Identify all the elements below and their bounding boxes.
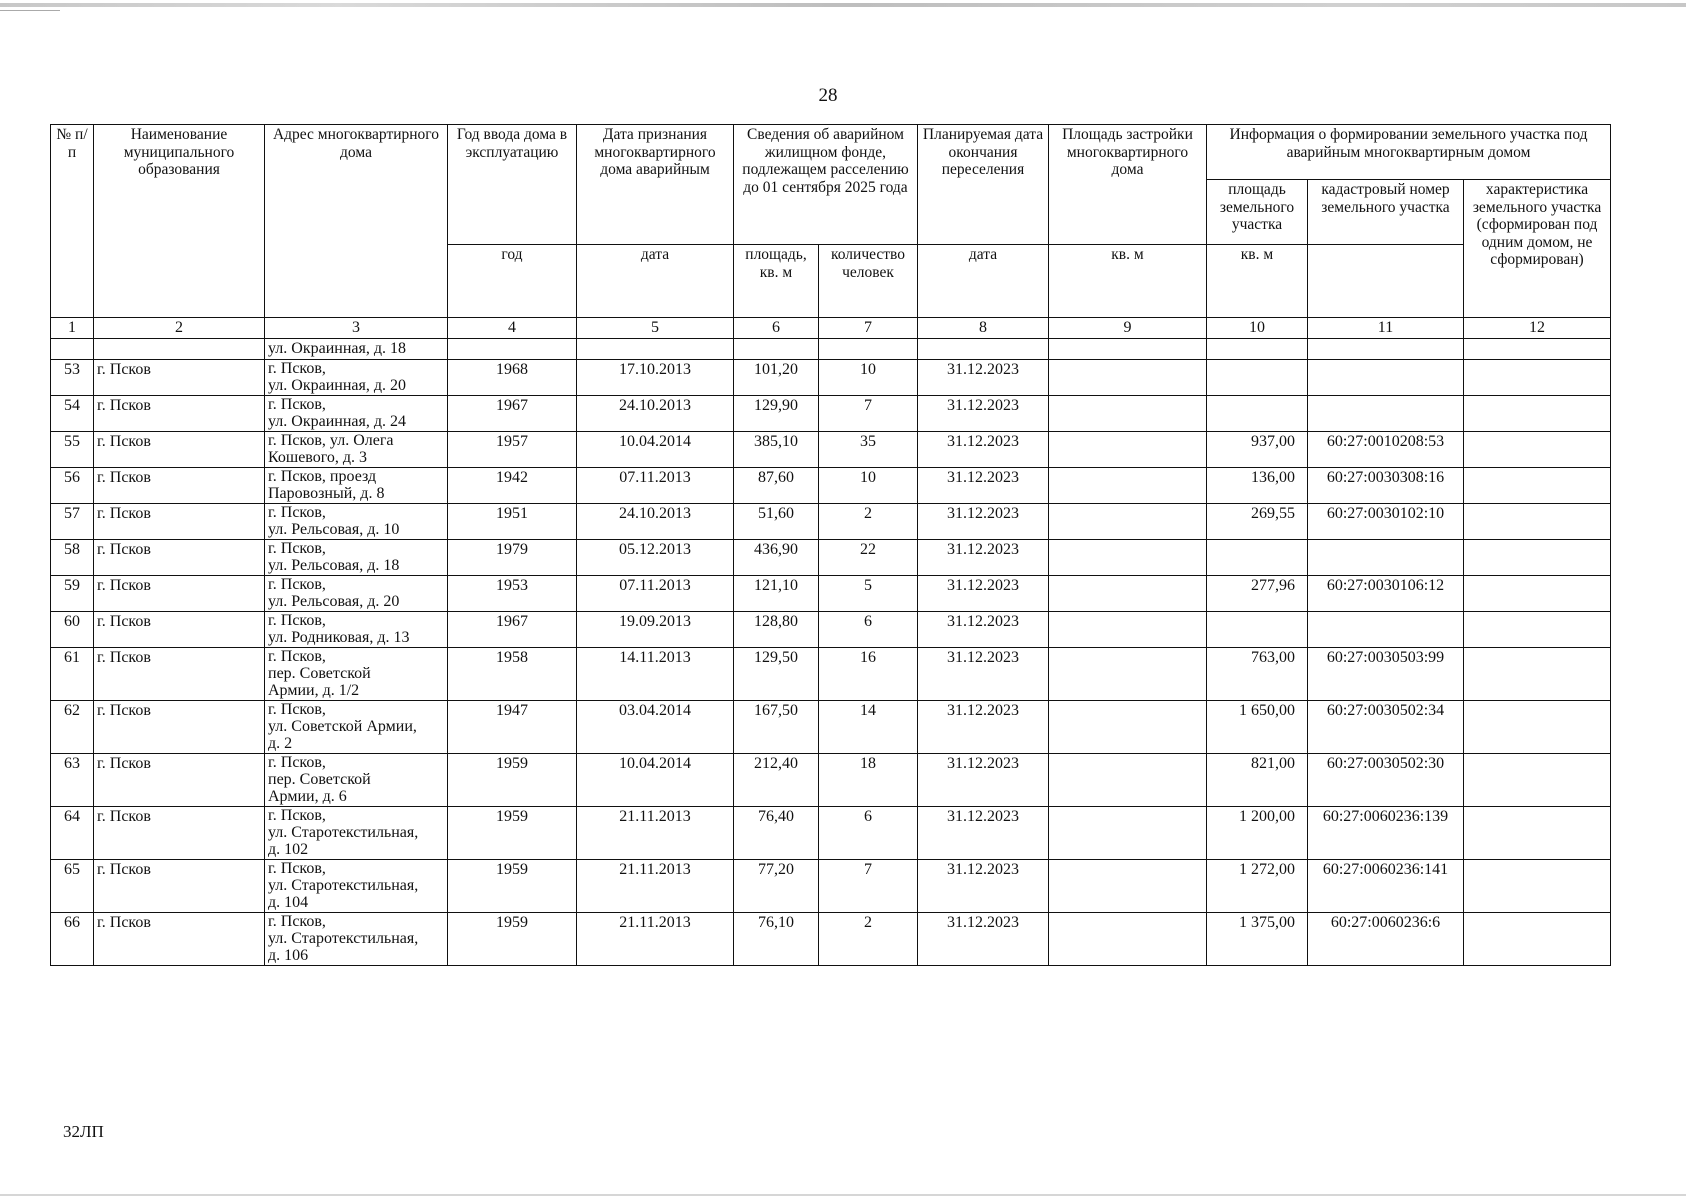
- address-line: г. Псков,: [268, 913, 326, 930]
- cell-land-characteristic: [1464, 612, 1611, 648]
- cell-building-area: [1049, 432, 1207, 468]
- column-number: 6: [734, 318, 819, 339]
- cell-row-number: 58: [51, 540, 94, 576]
- cell-land-characteristic: [1464, 360, 1611, 396]
- column-number: 10: [1207, 318, 1308, 339]
- cell-people: 10: [819, 468, 918, 504]
- cell-year: 1957: [448, 432, 577, 468]
- cell-address: [265, 468, 448, 504]
- cell-row-number: 54: [51, 396, 94, 432]
- header-land-characteristic: характеристика земельного участка (сформирован под одним домом, не сформирован): [1464, 180, 1611, 318]
- cell-municipality: г. Псков: [94, 396, 265, 432]
- table-row: [51, 754, 1611, 807]
- cell-people: 10: [819, 360, 918, 396]
- column-number: 8: [918, 318, 1049, 339]
- cell-row-number: 59: [51, 576, 94, 612]
- table-row: [51, 504, 1611, 540]
- cell-municipality: г. Псков: [94, 807, 265, 860]
- table-row: [51, 468, 1611, 504]
- cell-year: 1968: [448, 360, 577, 396]
- cell-cadastral-number: [1308, 396, 1464, 432]
- cell-area: 436,90: [734, 540, 819, 576]
- cell-land-characteristic: [1464, 504, 1611, 540]
- unit-people: количество человек: [819, 245, 918, 318]
- cell-year: 1959: [448, 807, 577, 860]
- page-number: 28: [818, 85, 838, 106]
- cell-people: 16: [819, 648, 918, 701]
- cell-planned-date: 31.12.2023: [918, 360, 1049, 396]
- cell-cadastral-number: [1308, 612, 1464, 648]
- cell-cadastral-number: 60:27:0010208:53: [1308, 432, 1464, 468]
- cell-building-area: [1049, 807, 1207, 860]
- cell-building-area: [1049, 396, 1207, 432]
- cell-address: [265, 701, 448, 754]
- address-line: Армии, д. 1/2: [268, 682, 360, 699]
- header-address: Адрес многоквартирного дома: [265, 125, 448, 318]
- table-row: [51, 648, 1611, 701]
- address-line: д. 104: [268, 894, 309, 911]
- unit-date: дата: [577, 245, 734, 318]
- cell-recognition-date: 05.12.2013: [577, 540, 734, 576]
- cell-recognition-date: 17.10.2013: [577, 360, 734, 396]
- column-number: 11: [1308, 318, 1464, 339]
- cell-year: 1947: [448, 701, 577, 754]
- address-line: г. Псков,: [268, 576, 326, 593]
- cell-year: 1958: [448, 648, 577, 701]
- cell-address: [265, 754, 448, 807]
- table-row: [51, 432, 1611, 468]
- cell-building-area: [1049, 701, 1207, 754]
- cell-land-area: 763,00: [1207, 648, 1308, 701]
- cell-recognition-date: 07.11.2013: [577, 468, 734, 504]
- cell-area: 212,40: [734, 754, 819, 807]
- cell-municipality: г. Псков: [94, 860, 265, 913]
- cell-land-characteristic: [1464, 860, 1611, 913]
- cell-recognition-date: 10.04.2014: [577, 754, 734, 807]
- cell-area: 385,10: [734, 432, 819, 468]
- column-number: 7: [819, 318, 918, 339]
- cell-row-number: 64: [51, 807, 94, 860]
- cell-address: [265, 807, 448, 860]
- cell-area: 87,60: [734, 468, 819, 504]
- cell-row-number: 53: [51, 360, 94, 396]
- cell-people: 7: [819, 396, 918, 432]
- cell-recognition-date: 19.09.2013: [577, 612, 734, 648]
- cell-municipality: г. Псков: [94, 648, 265, 701]
- cell-year: 1959: [448, 913, 577, 966]
- scan-edge-top: [0, 3, 1686, 7]
- table-row: [51, 860, 1611, 913]
- cell-recognition-date: 07.11.2013: [577, 576, 734, 612]
- table-row: [51, 913, 1611, 966]
- cell-people: 2: [819, 504, 918, 540]
- unit-building-area: кв. м: [1049, 245, 1207, 318]
- cell-year: 1967: [448, 612, 577, 648]
- cell-year: 1942: [448, 468, 577, 504]
- header-municipality: Наименование муниципального образования: [94, 125, 265, 318]
- cell-building-area: [1049, 648, 1207, 701]
- cell-building-area: [1049, 913, 1207, 966]
- cell-area: 128,80: [734, 612, 819, 648]
- cell-building-area: [1049, 540, 1207, 576]
- address-line: Кошевого, д. 3: [268, 449, 368, 466]
- column-number: 9: [1049, 318, 1207, 339]
- cell-land-area: 821,00: [1207, 754, 1308, 807]
- cell-people: 5: [819, 576, 918, 612]
- column-number: 1: [51, 318, 94, 339]
- cell-building-area: [1049, 576, 1207, 612]
- address-line: д. 102: [268, 841, 309, 858]
- address-line: ул. Окраинная, д. 24: [268, 413, 406, 430]
- cell-people: 7: [819, 860, 918, 913]
- cell-area: 51,60: [734, 504, 819, 540]
- cell-municipality: г. Псков: [94, 913, 265, 966]
- cell-area: 76,40: [734, 807, 819, 860]
- cell-row-number: 55: [51, 432, 94, 468]
- cell-land-area: 136,00: [1207, 468, 1308, 504]
- cell-recognition-date: 14.11.2013: [577, 648, 734, 701]
- cell-land-characteristic: [1464, 807, 1611, 860]
- cell-planned-date: 31.12.2023: [918, 860, 1049, 913]
- cell-address: [265, 360, 448, 396]
- cell-cadastral-number: 60:27:0060236:6: [1308, 913, 1464, 966]
- cell-recognition-date: 24.10.2013: [577, 396, 734, 432]
- cell-recognition-date: 21.11.2013: [577, 807, 734, 860]
- cell-building-area: [1049, 468, 1207, 504]
- column-number: 12: [1464, 318, 1611, 339]
- address-line: г. Псков, ул. Олега: [268, 432, 394, 449]
- address-line: г. Псков,: [268, 754, 326, 771]
- cell-recognition-date: 21.11.2013: [577, 913, 734, 966]
- address-line: ул. Старотекстильная,: [268, 824, 419, 841]
- address-line: Паровозный, д. 8: [268, 485, 385, 502]
- address-line: г. Псков,: [268, 648, 326, 665]
- cell-address: [265, 913, 448, 966]
- cell-building-area: [1049, 860, 1207, 913]
- cell-cadastral-number: [1308, 540, 1464, 576]
- column-number: 4: [448, 318, 577, 339]
- cell-address: [265, 612, 448, 648]
- cell-people: 6: [819, 807, 918, 860]
- cell-land-area: [1207, 360, 1308, 396]
- cell-building-area: [1049, 612, 1207, 648]
- cell-land-area: 269,55: [1207, 504, 1308, 540]
- cell-row-number: 56: [51, 468, 94, 504]
- cell-land-area: 1 375,00: [1207, 913, 1308, 966]
- cell-planned-date: 31.12.2023: [918, 468, 1049, 504]
- cell-people: 35: [819, 432, 918, 468]
- address-line: Армии, д. 6: [268, 788, 347, 805]
- cell-address: [265, 504, 448, 540]
- cell-municipality: г. Псков: [94, 701, 265, 754]
- cell-building-area: [1049, 504, 1207, 540]
- cell-land-characteristic: [1464, 468, 1611, 504]
- cell-municipality: г. Псков: [94, 576, 265, 612]
- table-row: [51, 807, 1611, 860]
- cell-building-area: [1049, 360, 1207, 396]
- unit-land-area: кв. м: [1207, 245, 1308, 318]
- cell-cadastral-number: 60:27:0030503:99: [1308, 648, 1464, 701]
- cell-row-number: 60: [51, 612, 94, 648]
- scan-edge-bottom: [0, 1194, 1686, 1196]
- cell-area: 129,90: [734, 396, 819, 432]
- cell-planned-date: 31.12.2023: [918, 504, 1049, 540]
- continuation-address: ул. Окраинная, д. 18: [265, 339, 448, 360]
- cell-planned-date: 31.12.2023: [918, 612, 1049, 648]
- cell-area: 167,50: [734, 701, 819, 754]
- header-year: Год ввода дома в эксплуатацию: [448, 125, 577, 245]
- cell-address: [265, 396, 448, 432]
- address-line: д. 2: [268, 735, 293, 752]
- cell-municipality: г. Псков: [94, 504, 265, 540]
- cell-land-area: 277,96: [1207, 576, 1308, 612]
- cell-people: 18: [819, 754, 918, 807]
- cell-year: 1959: [448, 860, 577, 913]
- cell-address: [265, 540, 448, 576]
- cell-area: 76,10: [734, 913, 819, 966]
- cell-year: 1979: [448, 540, 577, 576]
- cell-recognition-date: 24.10.2013: [577, 504, 734, 540]
- cell-municipality: г. Псков: [94, 754, 265, 807]
- table-row: [51, 360, 1611, 396]
- cell-land-characteristic: [1464, 432, 1611, 468]
- address-line: ул. Рельсовая, д. 20: [268, 593, 400, 610]
- cell-land-characteristic: [1464, 576, 1611, 612]
- cell-planned-date: 31.12.2023: [918, 807, 1049, 860]
- address-line: ул. Окраинная, д. 20: [268, 377, 406, 394]
- cell-land-area: 1 200,00: [1207, 807, 1308, 860]
- cell-area: 121,10: [734, 576, 819, 612]
- column-number: 3: [265, 318, 448, 339]
- cell-cadastral-number: 60:27:0030308:16: [1308, 468, 1464, 504]
- cell-planned-date: 31.12.2023: [918, 396, 1049, 432]
- cell-cadastral-number: 60:27:0030106:12: [1308, 576, 1464, 612]
- column-number: 5: [577, 318, 734, 339]
- address-line: г. Псков,: [268, 360, 326, 377]
- column-number-row: [51, 318, 1611, 339]
- column-number: 2: [94, 318, 265, 339]
- cell-municipality: г. Псков: [94, 360, 265, 396]
- address-line: пер. Советской: [268, 665, 371, 682]
- footer-code: 32ЛП: [63, 1122, 104, 1141]
- cell-land-area: [1207, 540, 1308, 576]
- cell-cadastral-number: 60:27:0030502:34: [1308, 701, 1464, 754]
- header-land-info: Информация о формировании земельного участка под аварийным многоквартирным домом: [1207, 125, 1611, 180]
- table-row: [51, 576, 1611, 612]
- cell-people: 2: [819, 913, 918, 966]
- cell-year: 1959: [448, 754, 577, 807]
- table-row: [51, 612, 1611, 648]
- cell-planned-date: 31.12.2023: [918, 754, 1049, 807]
- emergency-housing-table: [50, 124, 1611, 966]
- cell-people: 6: [819, 612, 918, 648]
- cell-land-area: 1 650,00: [1207, 701, 1308, 754]
- header-row-1: [51, 125, 1611, 180]
- cell-row-number: 63: [51, 754, 94, 807]
- cell-cadastral-number: 60:27:0060236:139: [1308, 807, 1464, 860]
- cell-area: 129,50: [734, 648, 819, 701]
- cell-municipality: г. Псков: [94, 540, 265, 576]
- cell-municipality: г. Псков: [94, 432, 265, 468]
- header-land-area: площадь земельного участка: [1207, 180, 1308, 245]
- header-cadastral: кадастровый номер земельного участка: [1308, 180, 1464, 245]
- address-line: г. Псков, проезд: [268, 468, 377, 485]
- header-number: № п/п: [51, 125, 94, 318]
- cell-building-area: [1049, 754, 1207, 807]
- cell-planned-date: 31.12.2023: [918, 576, 1049, 612]
- cell-row-number: 65: [51, 860, 94, 913]
- scan-mark: [0, 10, 60, 11]
- cell-recognition-date: 21.11.2013: [577, 860, 734, 913]
- cell-planned-date: 31.12.2023: [918, 913, 1049, 966]
- address-line: ул. Советской Армии,: [268, 718, 417, 735]
- unit-cadastral-blank: [1308, 245, 1464, 318]
- cell-address: [265, 576, 448, 612]
- cell-recognition-date: 03.04.2014: [577, 701, 734, 754]
- unit-area: площадь, кв. м: [734, 245, 819, 318]
- header-building-area: Площадь застройки многоквартирного дома: [1049, 125, 1207, 245]
- address-line: г. Псков,: [268, 701, 326, 718]
- cell-land-area: 1 272,00: [1207, 860, 1308, 913]
- cell-year: 1967: [448, 396, 577, 432]
- cell-area: 77,20: [734, 860, 819, 913]
- cell-row-number: 61: [51, 648, 94, 701]
- table-row: [51, 701, 1611, 754]
- address-line: г. Псков,: [268, 504, 326, 521]
- address-line: г. Псков,: [268, 540, 326, 557]
- continuation-row: [51, 339, 1611, 360]
- header-planned-date: Планируемая дата окончания переселения: [918, 125, 1049, 245]
- address-line: д. 106: [268, 947, 309, 964]
- table-row: [51, 540, 1611, 576]
- address-line: г. Псков,: [268, 612, 326, 629]
- unit-plan-date: дата: [918, 245, 1049, 318]
- table-row: [51, 396, 1611, 432]
- cell-land-characteristic: [1464, 540, 1611, 576]
- cell-address: [265, 648, 448, 701]
- cell-land-area: [1207, 612, 1308, 648]
- cell-row-number: 57: [51, 504, 94, 540]
- cell-row-number: 62: [51, 701, 94, 754]
- cell-planned-date: 31.12.2023: [918, 540, 1049, 576]
- cell-land-characteristic: [1464, 396, 1611, 432]
- cell-municipality: г. Псков: [94, 612, 265, 648]
- cell-land-area: [1207, 396, 1308, 432]
- address-line: г. Псков,: [268, 807, 326, 824]
- header-recognition-date: Дата признания многоквартирного дома аварийным: [577, 125, 734, 245]
- cell-people: 22: [819, 540, 918, 576]
- address-line: ул. Старотекстильная,: [268, 930, 419, 947]
- cell-cadastral-number: 60:27:0030502:30: [1308, 754, 1464, 807]
- cell-address: [265, 860, 448, 913]
- cell-land-characteristic: [1464, 913, 1611, 966]
- address-line: г. Псков,: [268, 860, 326, 877]
- cell-recognition-date: 10.04.2014: [577, 432, 734, 468]
- cell-cadastral-number: 60:27:0060236:141: [1308, 860, 1464, 913]
- cell-row-number: 66: [51, 913, 94, 966]
- cell-year: 1953: [448, 576, 577, 612]
- address-line: г. Псков,: [268, 396, 326, 413]
- cell-address: [265, 432, 448, 468]
- cell-planned-date: 31.12.2023: [918, 701, 1049, 754]
- cell-cadastral-number: [1308, 360, 1464, 396]
- cell-land-characteristic: [1464, 754, 1611, 807]
- cell-land-characteristic: [1464, 701, 1611, 754]
- cell-people: 14: [819, 701, 918, 754]
- address-line: ул. Родниковая, д. 13: [268, 629, 410, 646]
- unit-year: год: [448, 245, 577, 318]
- header-emergency-fund: Сведения об аварийном жилищном фонде, подлежащем расселению до 01 сентября 2025 года: [734, 125, 918, 245]
- address-line: пер. Советской: [268, 771, 371, 788]
- cell-land-characteristic: [1464, 648, 1611, 701]
- cell-cadastral-number: 60:27:0030102:10: [1308, 504, 1464, 540]
- cell-area: 101,20: [734, 360, 819, 396]
- address-line: ул. Рельсовая, д. 10: [268, 521, 400, 538]
- address-line: ул. Рельсовая, д. 18: [268, 557, 400, 574]
- address-line: ул. Старотекстильная,: [268, 877, 419, 894]
- cell-land-area: 937,00: [1207, 432, 1308, 468]
- cell-planned-date: 31.12.2023: [918, 648, 1049, 701]
- cell-year: 1951: [448, 504, 577, 540]
- cell-planned-date: 31.12.2023: [918, 432, 1049, 468]
- cell-municipality: г. Псков: [94, 468, 265, 504]
